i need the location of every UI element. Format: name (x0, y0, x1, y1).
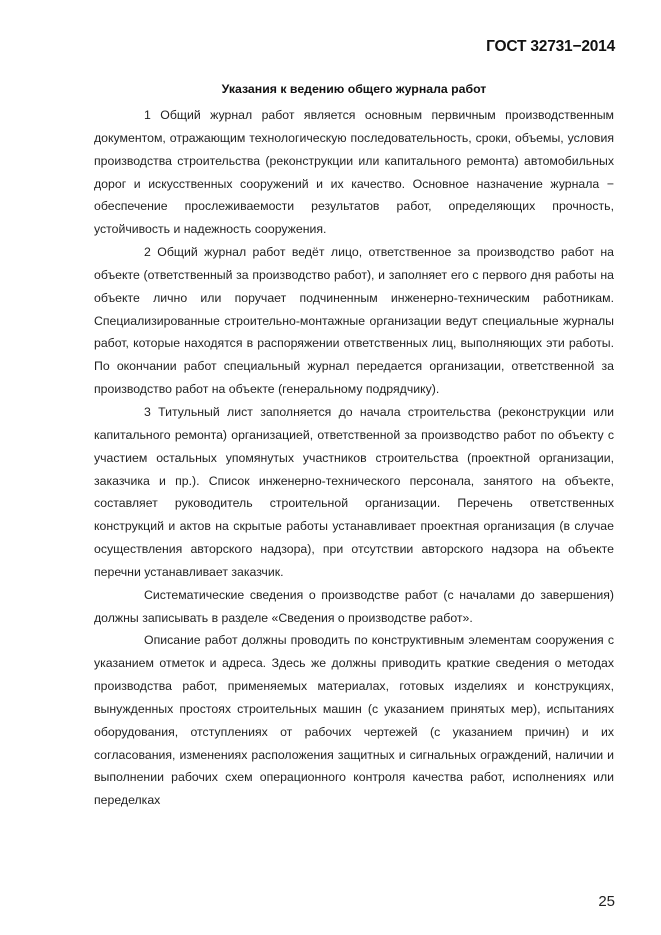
paragraph-1: 1 Общий журнал работ является основным первичным производственным документом, отражающим технологическую последовательность, сроки, объемы, условия производства строительства (реконструкции или капитального ремонта) автомобильных дорог и искусственных сооружений и их качество. Основное назначение журнала − обеспечение прослеживаемости результатов работ, определяющих прочность, устойчивость и надежность сооружения. (94, 108, 614, 237)
paragraph-5: Описание работ должны проводить по конструктивным элементам сооружения с указанием отметок и адреса. Здесь же должны приводить краткие сведения о методах производства работ, применяемых материалах, готовых изделиях и конструкциях, вынужденных простоях строительных машин (с указанием принятых мер), испытаниях оборудования, отступлениях от рабочих чертежей (с указанием причин) и их согласования, изменениях расположения защитных и сигнальных ограждений, наличии и выполнении рабочих схем операционного контроля качества работ, исполнениях или переделках (94, 633, 614, 808)
page-number: 25 (598, 893, 615, 910)
section-title: Указания к ведению общего журнала работ (221, 82, 487, 96)
body-text (94, 104, 614, 812)
standard-code-header: ГОСТ 32731−2014 (486, 38, 615, 55)
paragraph-2: 2 Общий журнал работ ведёт лицо, ответственное за производство работ на объекте (ответственный за производство работ), и заполняет его с первого дня работы на объекте лично или поручает подчиненным инженерно-техническим работникам. Специализированные строительно-монтажные организации ведут специальные журналы работ, которые находятся в распоряжении ответственных лиц, выполняющих эти работы. По окончании работ специальный журнал передается организации, ответственной за производство работ на объекте (генеральному подрядчику). (94, 245, 614, 397)
paragraph-3: 3 Титульный лист заполняется до начала строительства (реконструкции или капитального ремонта) организацией, ответственной за производство работ по объекту с участием остальных упомянутых участников строительства (проектной организации, заказчика и пр.). Список инженерно-технического персонала, занятого на объекте, составляет руководитель строительной организации. Перечень ответственных конструкций и актов на скрытые работы устанавливает проектная организация (в случае осуществления авторского надзора), при отсутствии авторского надзора на объекте перечни устанавливает заказчик. (94, 404, 614, 579)
paragraph-4: Систематические сведения о производстве работ (с началами до завершения) должны записывать в разделе «Сведения о производстве работ». (94, 587, 614, 625)
